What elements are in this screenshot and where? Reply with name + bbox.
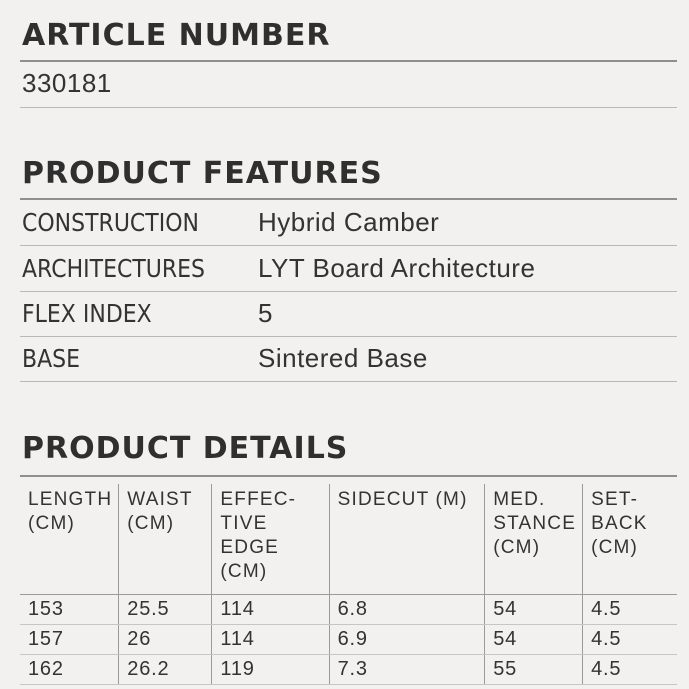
table-cell: 114: [212, 625, 329, 655]
divider: [20, 107, 677, 108]
table-cell: 157: [20, 625, 119, 655]
table-cell: 7.3: [329, 655, 485, 685]
feature-label-flex-index: FLEX INDEX: [22, 299, 152, 328]
table-cell: 6.9: [329, 625, 485, 655]
divider: [20, 198, 677, 200]
product-details-table: [20, 484, 677, 685]
divider: [20, 381, 677, 382]
table-cell: 4.5: [583, 625, 677, 655]
column-header-sidecut: SIDECUT (M): [329, 484, 485, 595]
divider: [20, 336, 677, 337]
column-header-setback: SET- BACK (CM): [583, 484, 677, 595]
product-features-heading: PRODUCT FEATURES: [22, 156, 383, 191]
table-cell: 4.5: [583, 595, 677, 625]
table-header-row: [20, 484, 677, 595]
table-cell: 162: [20, 655, 119, 685]
table-cell: 54: [485, 595, 583, 625]
table-cell: 55: [485, 655, 583, 685]
product-details-heading: PRODUCT DETAILS: [22, 431, 349, 466]
divider: [20, 60, 677, 62]
table-row: [20, 625, 677, 655]
divider: [20, 291, 677, 292]
table-row: [20, 655, 677, 685]
divider: [20, 475, 677, 477]
column-header-waist: WAIST (CM): [119, 484, 212, 595]
column-header-length: LENGTH (CM): [20, 484, 119, 595]
feature-value-architectures: LYT Board Architecture: [258, 253, 536, 283]
feature-label-construction: CONSTRUCTION: [22, 208, 199, 237]
article-number-heading: ARTICLE NUMBER: [22, 18, 331, 53]
feature-value-flex-index: 5: [258, 298, 273, 328]
feature-label-architectures: ARCHITECTURES: [22, 254, 206, 283]
table-cell: 153: [20, 595, 119, 625]
column-header-med-stance: MED. STANCE (CM): [485, 484, 583, 595]
table-cell: 26: [119, 625, 212, 655]
table-cell: 4.5: [583, 655, 677, 685]
table-cell: 6.8: [329, 595, 485, 625]
feature-value-construction: Hybrid Camber: [258, 207, 440, 237]
table-cell: 114: [212, 595, 329, 625]
table-cell: 54: [485, 625, 583, 655]
feature-value-base: Sintered Base: [258, 343, 428, 373]
article-number-value: 330181: [22, 68, 112, 98]
divider: [20, 245, 677, 246]
table-cell: 119: [212, 655, 329, 685]
column-header-effective-edge: EFFEC- TIVE EDGE (CM): [212, 484, 329, 595]
table-cell: 26.2: [119, 655, 212, 685]
table-row: [20, 595, 677, 625]
feature-label-base: BASE: [22, 344, 81, 373]
table-cell: 25.5: [119, 595, 212, 625]
